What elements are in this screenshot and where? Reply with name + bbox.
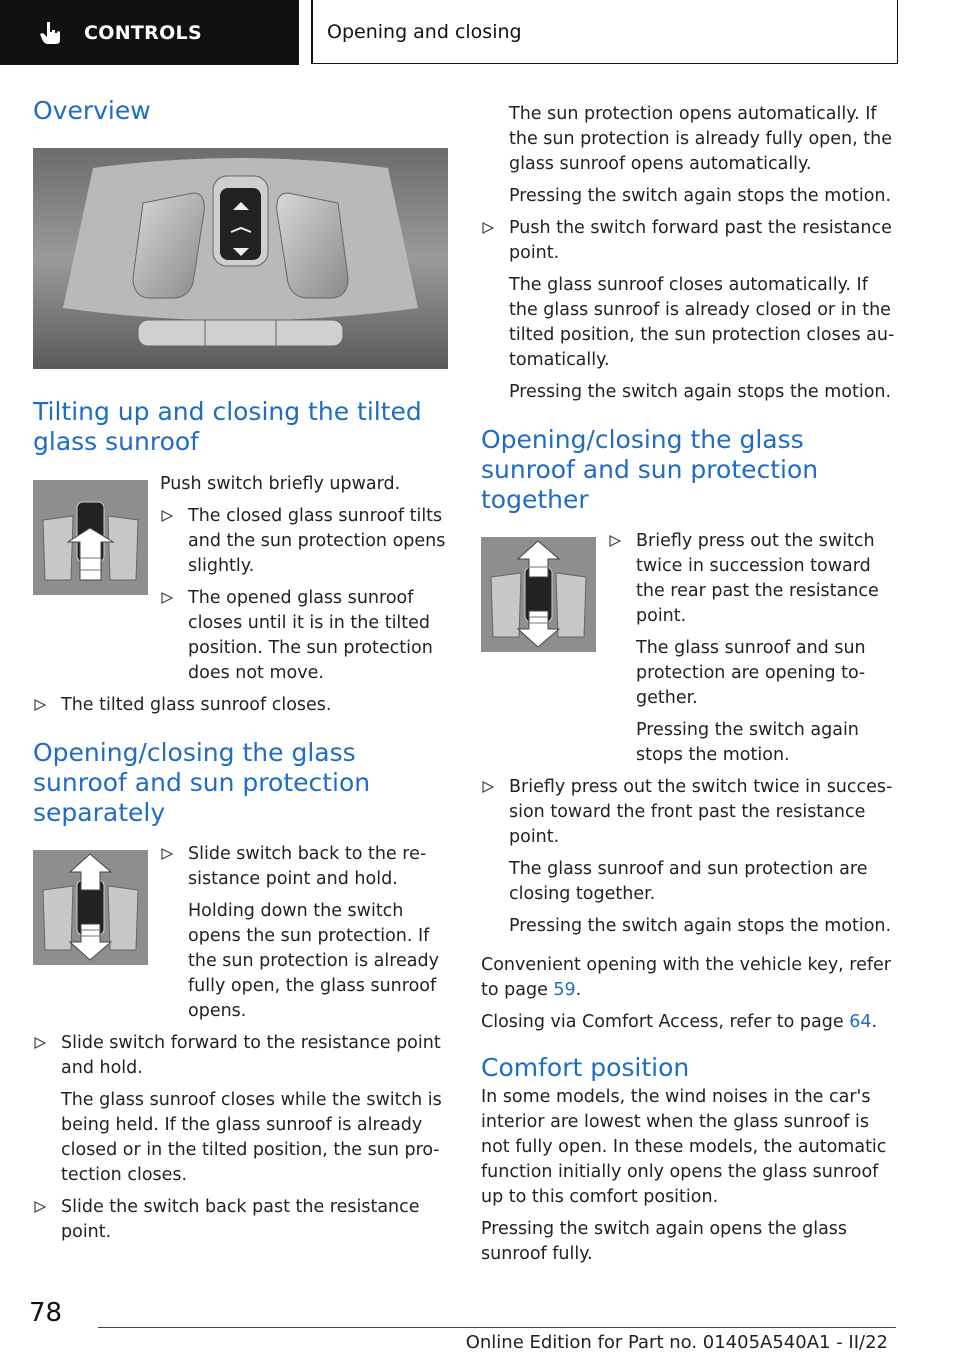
header-title-box — [311, 0, 898, 64]
comfort-access-text: Closing via Comfort Access, refer to page — [481, 1012, 844, 1032]
tilt-figure-row — [33, 472, 448, 693]
continued-text-2: Pressing the switch again stops the motion. — [509, 186, 892, 206]
continued-text-1: The sun protection opens automatically. If the sun protection is already fully open, the glass sunroof opens automatically. — [509, 104, 892, 174]
triangle-bullet-icon — [160, 847, 174, 861]
together-bullet-1-detail-2: Pressing the switch again stops the motion. — [636, 720, 859, 765]
triangle-bullet-icon — [481, 221, 495, 235]
period: . — [871, 1012, 878, 1032]
switch-push-up-image — [33, 480, 148, 595]
heading-together: Opening/closing the glass sunroof and sun protection together — [481, 425, 819, 514]
triangle-bullet-icon — [33, 1200, 47, 1214]
page-59-link[interactable]: 59 — [553, 980, 576, 1000]
triangle-bullet-icon — [33, 698, 47, 712]
separate-bullet-2-detail: The glass sunroof closes while the switch is being held. If the glass sunroof is already closed or in the tilted position, the sun pro‐tection closes. — [61, 1090, 442, 1185]
comfort-position-text-2: Pressing the switch again opens the glass sunroof fully. — [481, 1219, 848, 1264]
heading-separately: Opening/closing the glass sunroof and sun protection separately — [33, 738, 371, 827]
together-bullet-1-detail-1: The glass sunroof and sun protection are opening to‐gether. — [636, 638, 866, 708]
tilt-bullet-1-text: The closed glass sunroof tilts and the sun protection opens slightly. — [188, 506, 446, 576]
footer-divider — [98, 1327, 896, 1328]
separate-bullet-1-detail: Holding down the switch opens the sun protection. If the sun protection is already fully open, the glass sunroof opens. — [188, 901, 439, 1021]
separate-bullet-3 — [33, 1195, 448, 1245]
triangle-bullet-icon — [160, 591, 174, 605]
right-column — [481, 102, 896, 1274]
triangle-bullet-icon — [33, 1036, 47, 1050]
forward-bullet — [481, 216, 896, 266]
heading-overview: Overview — [33, 96, 151, 125]
tilt-bullet-2-text: The opened glass sunroof closes until it is in the tilted position. The sun protection does not move. — [188, 588, 433, 683]
switch-double-press-image — [481, 537, 596, 652]
together-bullet-2 — [481, 775, 896, 850]
switch-slide-image — [33, 850, 148, 965]
together-bullet-1 — [608, 529, 896, 629]
tilt-bullet-3 — [33, 693, 448, 718]
forward-bullet-text: Push the switch forward past the resistance point. — [509, 218, 892, 263]
forward-bullet-detail-1: The glass sunroof closes automatically. If the glass sunroof is already closed or in the tilted position, the sun protection closes au‐tomatically. — [509, 275, 895, 370]
vehicle-key-text: Convenient opening with the vehicle key, refer to page — [481, 955, 891, 1000]
together-bullet-1-text: Briefly press out the switch twice in succession toward the rear past the resistance point. — [636, 531, 879, 626]
triangle-bullet-icon — [481, 780, 495, 794]
separate-figure-row — [33, 842, 448, 1031]
separate-bullet-2 — [33, 1031, 448, 1081]
together-bullet-2-detail-2: Pressing the switch again stops the motion. — [509, 916, 892, 936]
together-figure-row — [481, 529, 896, 775]
period: . — [575, 980, 582, 1000]
tilt-bullet-2 — [160, 586, 448, 686]
page-64-link[interactable]: 64 — [849, 1012, 872, 1032]
header-section-tab — [0, 0, 299, 65]
heading-comfort-position: Comfort position — [481, 1053, 690, 1082]
separate-bullet-2-text: Slide switch forward to the resistance point and hold. — [61, 1033, 441, 1078]
left-column — [33, 96, 448, 1252]
tilt-intro: Push switch briefly upward. — [160, 474, 401, 494]
separate-bullet-3-text: Slide the switch back past the resistance point. — [61, 1197, 420, 1242]
separate-bullet-1 — [160, 842, 448, 892]
together-bullet-2-detail-1: The glass sunroof and sun protection are closing together. — [509, 859, 868, 904]
vehicle-key-reference — [481, 953, 896, 1003]
separate-bullet-1-text: Slide switch back to the re‐sistance point and hold. — [188, 844, 427, 889]
heading-tilting: Tilting up and closing the tilted glass sunroof — [33, 397, 422, 456]
tilt-bullet-3-text: The tilted glass sunroof closes. — [61, 695, 332, 715]
hand-pointer-icon — [38, 20, 64, 46]
section-label: CONTROLS — [84, 21, 202, 44]
triangle-bullet-icon — [160, 509, 174, 523]
triangle-bullet-icon — [608, 534, 622, 548]
footer-edition: Online Edition for Part no. 01405A540A1 - II/22 — [465, 1332, 888, 1353]
comfort-position-text-1: In some models, the wind noises in the car's interior are lowest when the glass sunroof is not fully open. In these models, the automatic function initially only opens the glass sunroof up to this comfort position. — [481, 1087, 887, 1207]
tilt-bullet-1 — [160, 504, 448, 579]
comfort-access-reference — [481, 1010, 896, 1035]
page-number: 78 — [29, 1298, 63, 1328]
forward-bullet-detail-2: Pressing the switch again stops the motion. — [509, 382, 892, 402]
together-bullet-2-text: Briefly press out the switch twice in succes‐sion toward the front past the resistance point. — [509, 777, 893, 847]
overview-switch-image — [33, 148, 448, 369]
chapter-title: Opening and closing — [327, 20, 522, 43]
